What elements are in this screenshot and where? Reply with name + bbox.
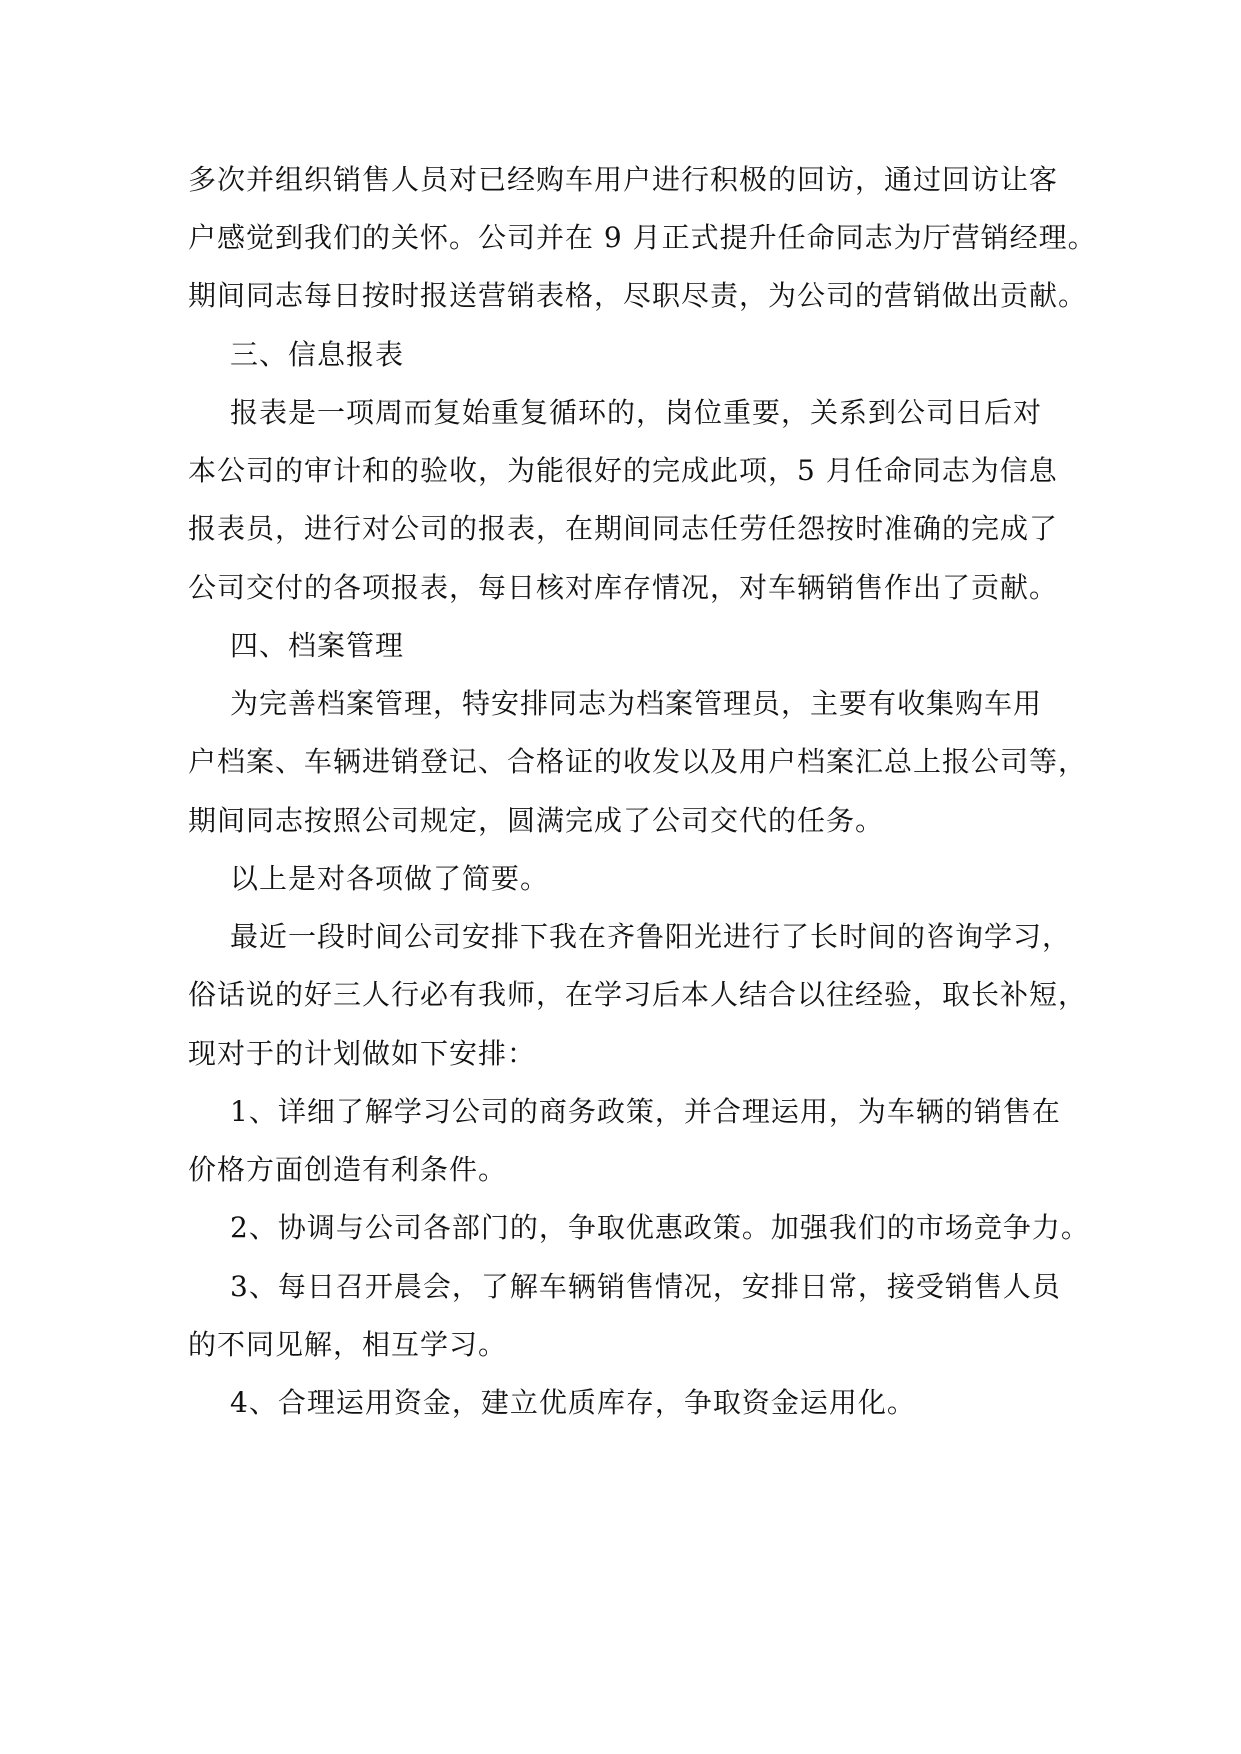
list-item-3: 3、每日召开晨会，了解车辆销售情况，安排日常，接受销售人员 (230, 1270, 1061, 1303)
list-item-4: 4、合理运用资金，建立优质库存，争取资金运用化。 (230, 1386, 916, 1419)
text-line-3: 期间同志每日按时报送营销表格，尽职尽责，为公司的营销做出贡献。 (188, 279, 1088, 312)
text-line-8: 公司交付的各项报表，每日核对库存情况，对车辆销售作出了贡献。 (188, 571, 1059, 604)
text-line-18: 价格方面创造有利条件。 (188, 1153, 508, 1186)
text-line-11: 户档案、车辆进销登记、合格证的收发以及用户档案汇总上报公司等， (188, 745, 1088, 778)
text-line-2: 户感觉到我们的关怀。公司并在 9 月正式提升任命同志为厅营销经理。 (188, 221, 1097, 254)
section-heading-archive-management: 四、档案管理 (230, 629, 405, 662)
text-line-5: 报表是一项周而复始重复循环的，岗位重要，关系到公司日后对 (230, 396, 1043, 429)
text-line-21: 的不同见解，相互学习。 (188, 1328, 508, 1361)
text-line-10: 为完善档案管理，特安排同志为档案管理员，主要有收集购车用 (230, 687, 1043, 720)
text-line-15: 俗话说的好三人行必有我师，在学习后本人结合以往经验，取长补短， (188, 978, 1088, 1011)
text-line-1: 多次并组织销售人员对已经购车用户进行积极的回访，通过回访让客 (188, 163, 1059, 196)
section-heading-info-reports: 三、信息报表 (230, 338, 405, 371)
text-line-14: 最近一段时间公司安排下我在齐鲁阳光进行了长时间的咨询学习， (230, 920, 1072, 953)
list-item-1: 1、详细了解学习公司的商务政策，并合理运用，为车辆的销售在 (230, 1095, 1061, 1128)
text-line-13: 以上是对各项做了简要。 (230, 862, 550, 895)
text-line-12: 期间同志按照公司规定，圆满完成了公司交代的任务。 (188, 804, 885, 837)
list-item-2: 2、协调与公司各部门的，争取优惠政策。加强我们的市场竞争力。 (230, 1211, 1090, 1244)
text-line-16: 现对于的计划做如下安排： (188, 1037, 537, 1070)
text-line-7: 报表员，进行对公司的报表，在期间同志任劳任怨按时准确的完成了 (188, 512, 1059, 545)
text-line-6: 本公司的审计和的验收，为能很好的完成此项，5 月任命同志为信息 (188, 454, 1058, 487)
